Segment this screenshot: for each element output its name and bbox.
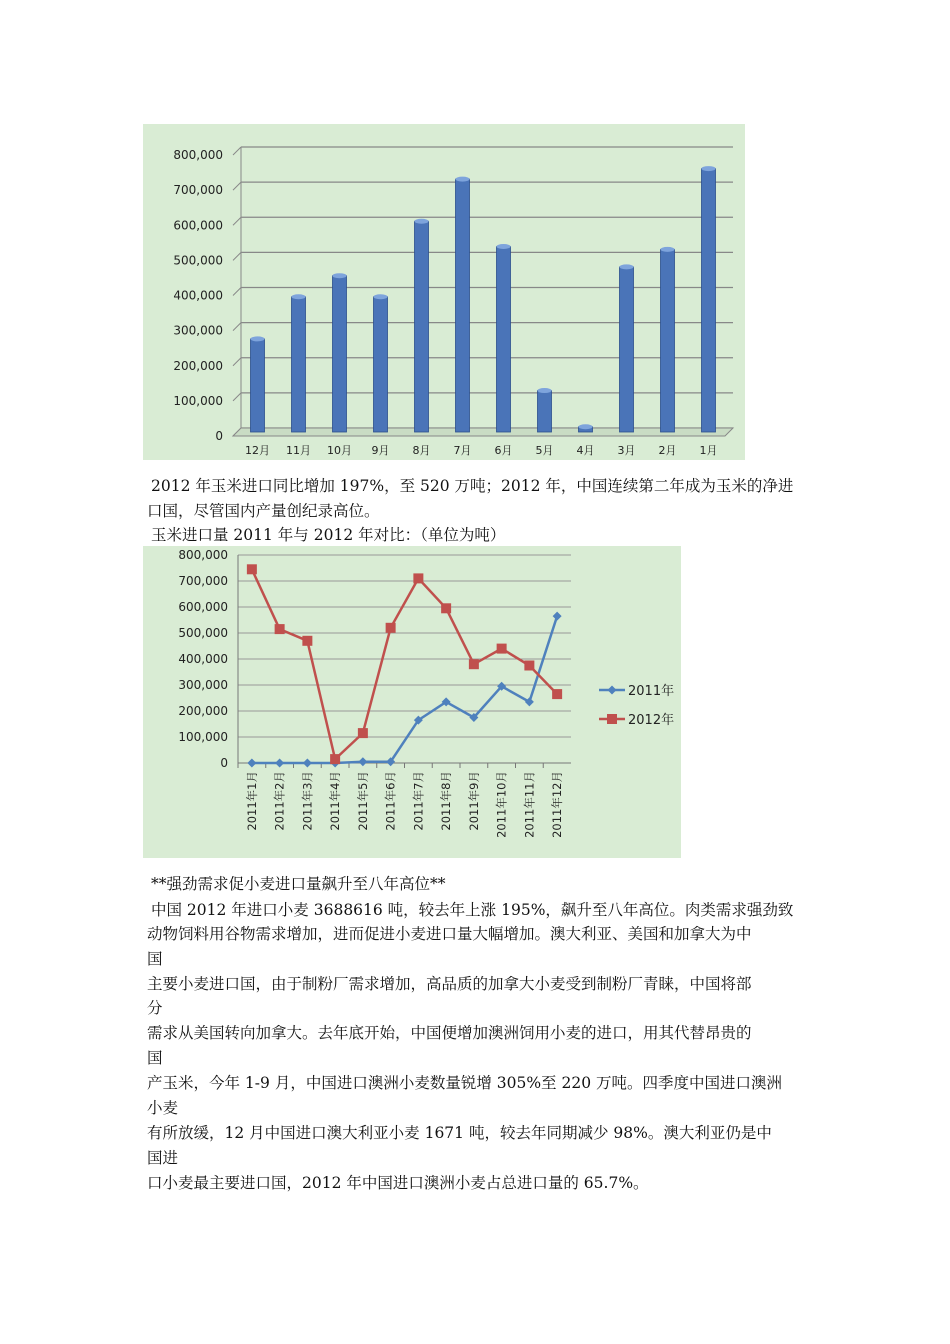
x-tick-label: 9月 — [371, 444, 390, 457]
x-tick-label: 2011年8月 — [439, 771, 454, 831]
x-tick-label: 7月 — [453, 444, 472, 457]
body-line: 主要小麦进口国，由于制粉厂需求增加，高品质的加拿大小麦受到制粉厂青睐，中国将部 — [147, 975, 752, 993]
bar — [497, 247, 511, 432]
x-tick-label: 2011年12月 — [550, 771, 565, 838]
bar-top — [333, 273, 347, 278]
body-line: 国 — [147, 1049, 163, 1067]
x-tick-label: 2011年9月 — [466, 771, 481, 831]
y-tick-label: 500,000 — [178, 626, 228, 640]
body-line: 小麦 — [147, 1099, 179, 1117]
data-point — [330, 754, 340, 764]
y-tick-label: 0 — [220, 756, 228, 770]
data-point — [275, 759, 284, 768]
x-tick-label: 2011年3月 — [300, 771, 315, 831]
bar — [702, 169, 716, 432]
data-point — [358, 728, 368, 738]
para1-line2: 口国，尽管国内产量创纪录高位。 — [147, 502, 380, 520]
bar-top — [702, 166, 716, 171]
bar — [374, 297, 388, 432]
y-tick-label: 600,000 — [178, 600, 228, 614]
data-point — [497, 644, 507, 654]
bar-top — [497, 244, 511, 249]
y-tick-label: 400,000 — [173, 288, 223, 303]
y-tick-label: 100,000 — [178, 730, 228, 744]
body-line: 国进 — [147, 1149, 179, 1167]
x-tick-label: 2011年5月 — [355, 771, 370, 831]
x-tick-label: 4月 — [576, 444, 595, 457]
legend-marker — [607, 714, 617, 724]
x-tick-label: 5月 — [535, 444, 554, 457]
gridline-depth — [233, 323, 241, 331]
gridline-depth — [233, 393, 241, 401]
chart2-caption-text: 玉米进口量 2011 年与 2012 年对比：（单位为吨） — [151, 526, 506, 544]
body-line: 分 — [147, 999, 163, 1017]
bar — [456, 179, 470, 432]
y-tick-label: 100,000 — [173, 393, 223, 408]
body-line: 需求从美国转向加拿大。去年底开始，中国便增加澳洲饲用小麦的进口，用其代替昂贵的 — [147, 1024, 752, 1042]
y-tick-label: 300,000 — [173, 323, 223, 338]
x-tick-label: 6月 — [494, 444, 513, 457]
bar-top — [292, 294, 306, 299]
gridline-depth — [233, 217, 241, 225]
x-tick-label: 2011年7月 — [411, 771, 426, 831]
body-line: 产玉米，今年 1-9 月，中国进口澳洲小麦数量锐增 305%至 220 万吨。四季度中国进口澳洲 — [147, 1074, 782, 1092]
data-point — [358, 757, 367, 766]
gridline-depth — [233, 182, 241, 190]
paragraph-corn-summary — [151, 474, 813, 499]
x-tick-label: 2月 — [658, 444, 677, 457]
x-tick-label: 12月 — [245, 444, 270, 457]
gridline-depth — [233, 358, 241, 366]
y-tick-label: 700,000 — [178, 574, 228, 588]
bar — [620, 267, 634, 432]
x-tick-label: 2011年2月 — [272, 771, 287, 831]
y-tick-label: 600,000 — [173, 218, 223, 233]
y-tick-label: 0 — [215, 429, 223, 443]
bar-chart-svg — [143, 124, 745, 460]
legend-label: 2012年 — [628, 713, 675, 728]
y-tick-label: 500,000 — [173, 253, 223, 268]
x-tick-label: 2011年10月 — [494, 771, 509, 838]
data-point — [247, 759, 256, 768]
y-tick-label: 400,000 — [178, 652, 228, 666]
bar-top — [620, 264, 634, 269]
body-line: 国 — [147, 950, 163, 968]
x-tick-label: 8月 — [412, 444, 431, 457]
y-tick-label: 300,000 — [178, 678, 228, 692]
paragraph-corn-summary-cont — [147, 499, 809, 524]
y-tick-label: 800,000 — [178, 548, 228, 562]
data-point — [469, 659, 479, 669]
bar-top — [415, 219, 429, 224]
data-point — [302, 636, 312, 646]
x-tick-label: 10月 — [327, 444, 352, 457]
section-heading — [151, 872, 813, 897]
gridline-depth — [233, 288, 241, 296]
y-tick-label: 200,000 — [178, 704, 228, 718]
line-chart-svg — [143, 546, 681, 858]
chart-floor — [233, 428, 733, 436]
chart2-caption — [151, 523, 813, 548]
gridline-depth — [233, 147, 241, 155]
gridline-depth — [233, 252, 241, 260]
y-tick-label: 700,000 — [173, 183, 223, 198]
data-point — [303, 759, 312, 768]
data-point — [413, 573, 423, 583]
bar — [661, 249, 675, 432]
bar-top — [661, 247, 675, 252]
legend-marker — [608, 686, 617, 695]
bar-top — [251, 336, 265, 341]
x-tick-label: 11月 — [286, 444, 311, 457]
data-point — [247, 564, 257, 574]
body-line: 有所放缓，12 月中国进口澳大利亚小麦 1671 吨，较去年同期减少 98%。澳大利亚仍是中 — [147, 1124, 772, 1142]
data-point — [386, 623, 396, 633]
bar-top — [374, 294, 388, 299]
bar — [251, 339, 265, 432]
bar — [292, 297, 306, 432]
x-tick-label: 1月 — [699, 444, 718, 457]
series-line — [252, 616, 557, 763]
bar-top — [538, 388, 552, 393]
heading-text: **强劲需求促小麦进口量飙升至八年高位** — [151, 875, 446, 893]
x-tick-label: 2011年11月 — [522, 771, 537, 838]
body-line: 中国 2012 年进口小麦 3688616 吨，较去年上涨 195%，飙升至八年高位。肉类需求强劲致 — [151, 901, 794, 919]
x-tick-label: 2011年6月 — [383, 771, 398, 831]
data-point — [553, 612, 562, 621]
body-line: 口小麦最主要进口国，2012 年中国进口澳洲小麦占总进口量的 65.7%。 — [147, 1174, 649, 1192]
legend-label: 2011年 — [628, 684, 675, 699]
bar — [538, 391, 552, 432]
bar — [333, 276, 347, 432]
y-tick-label: 800,000 — [173, 148, 223, 162]
data-point — [552, 689, 562, 699]
bar-chart-corn-monthly — [143, 124, 745, 460]
bar-top — [456, 177, 470, 182]
x-tick-label: 2011年4月 — [328, 771, 343, 831]
data-point — [441, 603, 451, 613]
x-tick-label: 2011年1月 — [244, 771, 259, 831]
data-point — [524, 661, 534, 671]
bar-top — [579, 424, 593, 429]
line-chart-corn-comparison — [143, 546, 681, 858]
series-line — [252, 569, 557, 759]
para1-line1: 2012 年玉米进口同比增加 197%，至 520 万吨；2012 年，中国连续第二年成为玉米的净进 — [151, 477, 794, 495]
body-line: 动物饲料用谷物需求增加，进而促进小麦进口量大幅增加。澳大利亚、美国和加拿大为中 — [147, 925, 752, 943]
bar — [415, 221, 429, 432]
x-tick-label: 3月 — [617, 444, 636, 457]
data-point — [275, 624, 285, 634]
y-tick-label: 200,000 — [173, 358, 223, 373]
